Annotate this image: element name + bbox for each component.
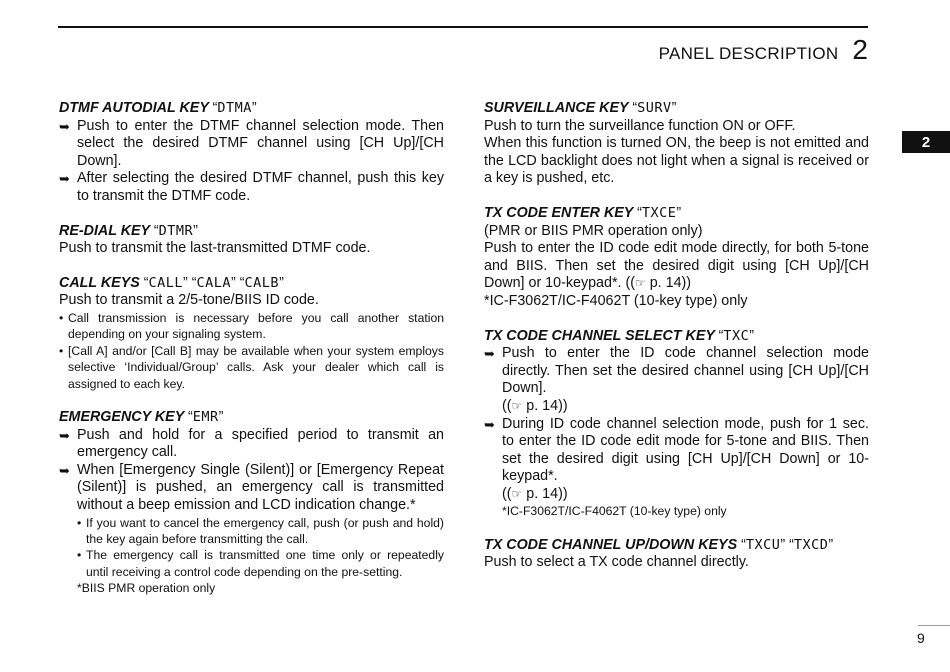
- lcd-code: DTMR: [158, 222, 194, 239]
- bullet-icon: •: [77, 515, 82, 530]
- note-item: • If you want to cancel the emergency call, push (or push and hold) the key again before transmitting the call.: [77, 515, 444, 546]
- list-item: ➥ During ID code channel selection mode, push for 1 sec. to enter the ID code edit mode for 5-tone and BIIS. Then set the desired digit using [CH Up]/[CH Down] or 10-keypad*. ((☞ p. 14)): [484, 415, 869, 502]
- note-item: • [Call A] and/or [Call B] may be available when your system employs selective ‘Individual/Group’ calls. Ask your dealer which call is assigned to each key.: [59, 343, 444, 391]
- footnote: *BIIS PMR operation only: [77, 581, 216, 596]
- lcd-code: EMR: [192, 408, 219, 425]
- lcd-code: CALL: [148, 274, 184, 291]
- bullet-icon: •: [77, 548, 82, 563]
- body-text: Push to turn the surveillance function ON or OFF.: [484, 117, 796, 134]
- arrow-icon: ➥: [484, 346, 495, 362]
- list-item: ➥ When [Emergency Single (Silent)] or [Emergency Repeat (Silent)] is pushed, an emergency call is transmitted without a beep emission and LCD indication change.*: [59, 461, 444, 513]
- redial-section: [59, 223, 444, 258]
- section-heading: CALL KEYS “CALL” “CALA” “CALB”: [59, 274, 284, 291]
- dtmf-autodial-section: [59, 100, 444, 206]
- header-title: PANEL DESCRIPTION: [658, 44, 839, 63]
- body-text: When this function is turned ON, the beep is not emitted and the LCD backlight does not light when a signal is received or a key is pushed, etc.: [484, 135, 869, 187]
- list-item: ➥ After selecting the desired DTMF channel, push this key to transmit the DTMF code.: [59, 170, 444, 204]
- footnote: *IC-F3062T/IC-F4062T (10-key type) only: [502, 504, 727, 519]
- section-heading: TX CODE ENTER KEY “TXCE”: [484, 204, 682, 221]
- body-text: Push to transmit a 2/5-tone/BIIS ID code.: [59, 292, 319, 309]
- arrow-icon: ➥: [484, 416, 495, 432]
- lcd-code: TXC: [723, 327, 750, 344]
- section-heading: SURVEILLANCE KEY “SURV”: [484, 100, 677, 116]
- section-heading: TX CODE CHANNEL UP/DOWN KEYS “TXCU” “TXCD”: [484, 536, 834, 553]
- lcd-code: SURV: [637, 100, 672, 116]
- call-keys-section: [59, 275, 444, 392]
- left-column: [59, 100, 444, 614]
- list-item: ➥ Push to enter the ID code channel selection mode directly. Then set the desired channel using [CH Up]/[CH Down]. ((☞ p. 14)): [484, 345, 869, 414]
- arrow-icon: ➥: [59, 462, 70, 478]
- body-text: *IC-F3062T/IC-F4062T (10-key type) only: [484, 292, 748, 309]
- note-item: • The emergency call is transmitted one time only or repeatedly until receiving a control code depending on the pre-setting.: [77, 548, 444, 579]
- lcd-code: DTMA: [217, 100, 252, 116]
- lcd-code: TXCU: [745, 536, 781, 553]
- lcd-code: TXCD: [793, 536, 829, 553]
- tx-code-up-down-section: [484, 537, 869, 572]
- right-column: [484, 100, 869, 589]
- page-number: 9: [917, 630, 925, 646]
- bullet-icon: •: [59, 310, 64, 325]
- chapter-tab: 2: [902, 131, 950, 153]
- arrow-icon: ➥: [59, 427, 70, 443]
- surveillance-section: [484, 100, 869, 188]
- body-text: Push to transmit the last-transmitted DTMF code.: [59, 240, 371, 257]
- emergency-section: [59, 409, 444, 597]
- section-heading: TX CODE CHANNEL SELECT KEY “TXC”: [484, 327, 755, 344]
- page-number-rule: [918, 625, 950, 626]
- note-item: • Call transmission is necessary before you call another station depending on your signaling system.: [59, 310, 444, 342]
- lcd-code: TXCE: [641, 204, 677, 221]
- list-item: ➥ Push and hold for a specified period to transmit an emergency call.: [59, 426, 444, 461]
- bullet-icon: •: [59, 343, 64, 358]
- tx-code-enter-section: [484, 205, 869, 311]
- body-text: (PMR or BIIS PMR operation only): [484, 222, 703, 239]
- pointing-hand-icon: ☞: [634, 276, 646, 291]
- section-heading: RE-DIAL KEY “DTMR”: [59, 222, 198, 239]
- pointing-hand-icon: ☞: [511, 486, 523, 501]
- pointing-hand-icon: ☞: [511, 398, 523, 413]
- lcd-code: CALA: [196, 274, 232, 291]
- lcd-code: CALB: [244, 274, 280, 291]
- arrow-icon: ➥: [59, 118, 70, 134]
- chapter-number: 2: [852, 34, 868, 65]
- header-rule: [58, 26, 868, 28]
- page-header: [659, 34, 868, 66]
- body-text: Push to enter the ID code edit mode directly, for both 5-tone and BIIS. Then set the desired digit using [CH Up]/[CH Down] or 10-keypad*. ((☞ p. 14)): [484, 240, 869, 292]
- body-text: Push to select a TX code channel directly.: [484, 554, 749, 571]
- section-heading: DTMF AUTODIAL KEY “DTMA”: [59, 100, 257, 116]
- tx-code-channel-select-section: [484, 328, 869, 520]
- arrow-icon: ➥: [59, 171, 70, 187]
- list-item: ➥ Push to enter the DTMF channel selection mode. Then select the desired DTMF channel using [CH Up]/[CH Down].: [59, 117, 444, 169]
- section-heading: EMERGENCY KEY “EMR”: [59, 408, 224, 425]
